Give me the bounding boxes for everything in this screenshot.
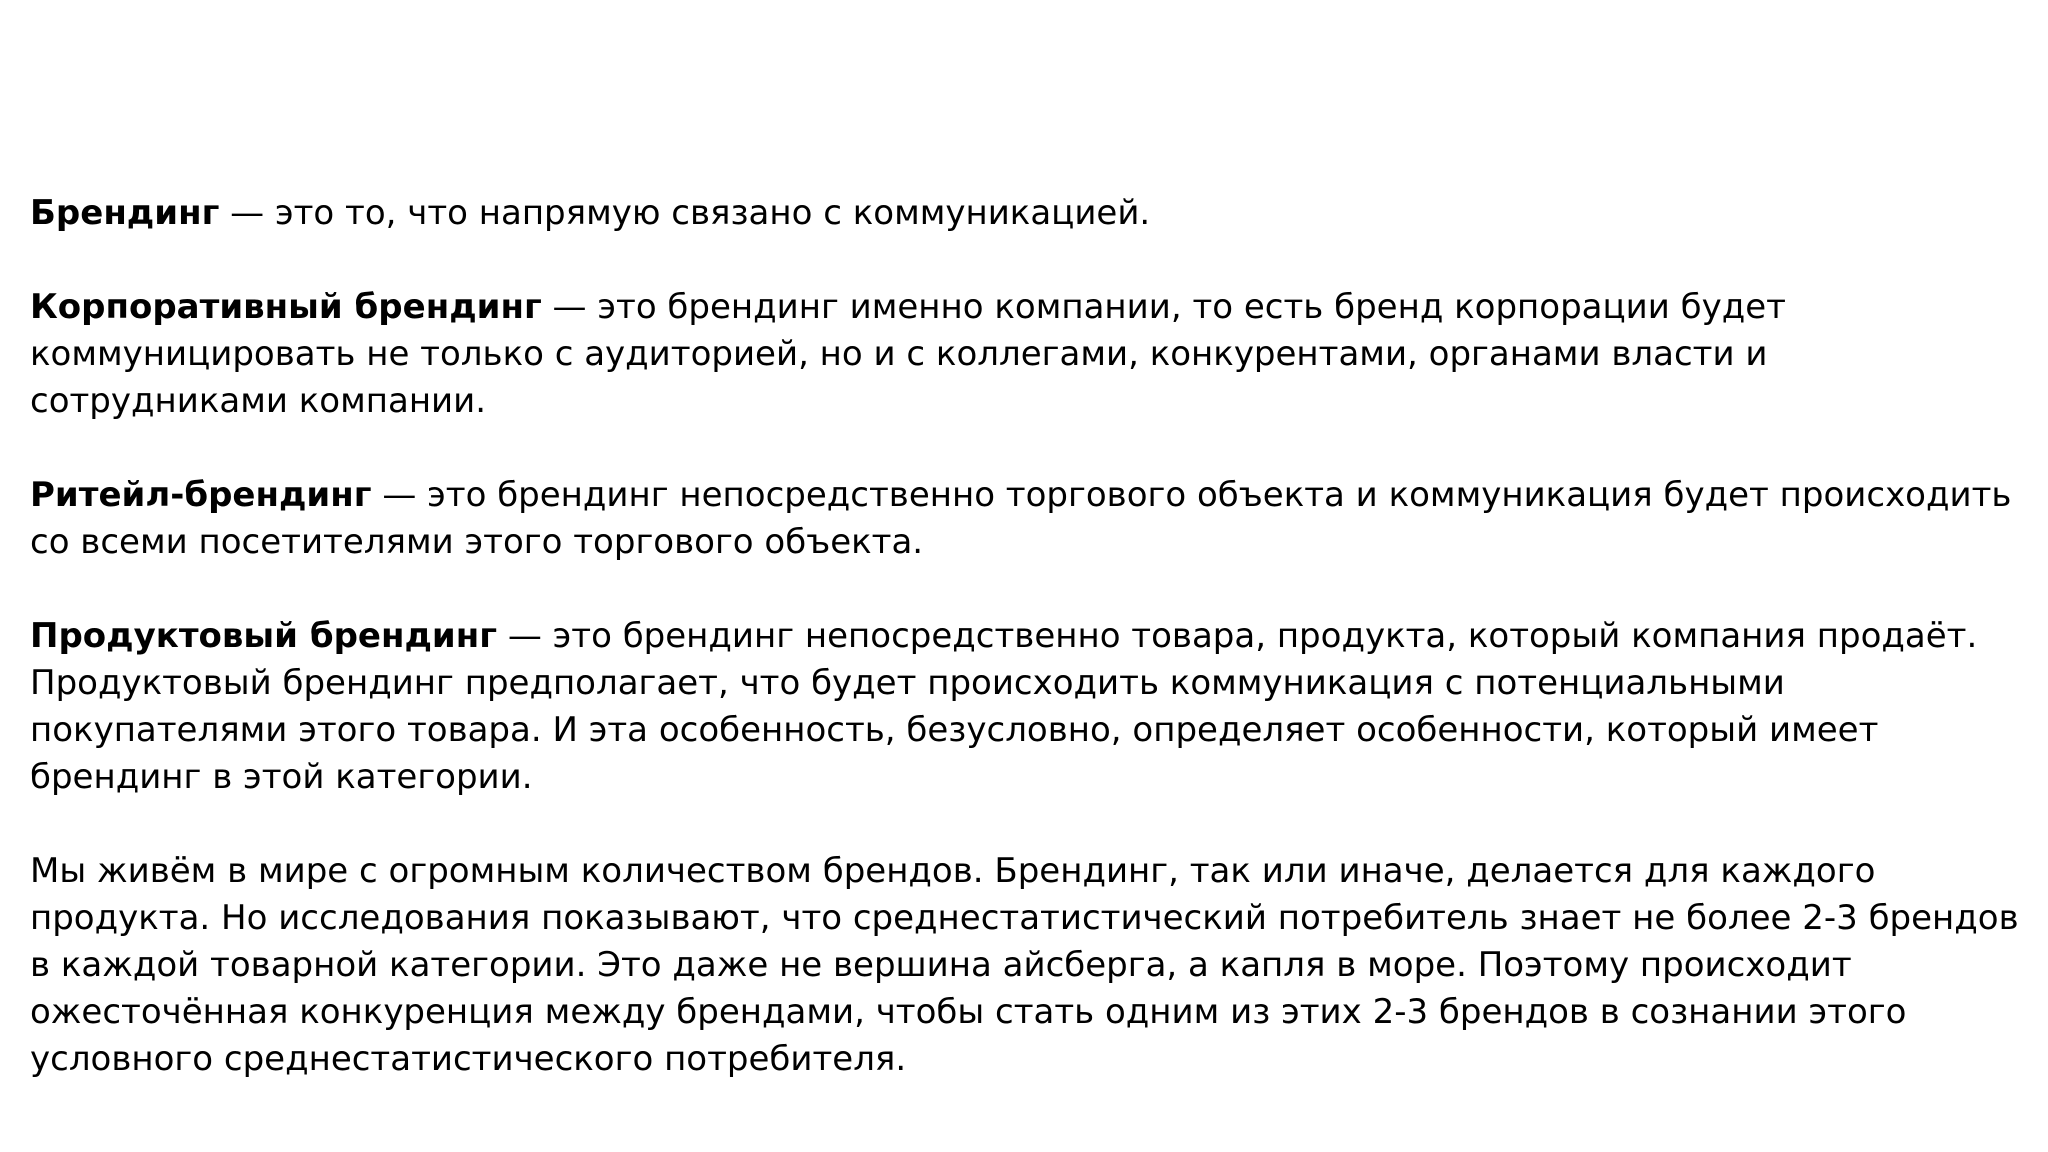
paragraph-conclusion bbox=[30, 848, 2030, 1083]
paragraph-corporate-branding bbox=[30, 284, 2030, 425]
conclusion-text: Мы живём в мире с огромным количеством брендов. Брендинг, так или иначе, делается для каждого продукта. Но исследования показывают, что среднестатистический потребитель знает не более 2-3 брендов в каждой товарной категории. Это даже не вершина айсберга, а капля в море. Поэтому происходит ожесточённая конкуренция между брендами, чтобы стать одним из этих 2-3 брендов в сознании этого условного среднестатистического потребителя. bbox=[30, 851, 2019, 1079]
paragraph-retail-branding bbox=[30, 472, 2030, 566]
definition-product-branding: — это брендинг непосредственно товара, продукта, который компания продаёт. Продуктовый брендинг предполагает, что будет происходить коммуникация с потенциальными покупателями этого товара. И эта особенность, безусловно, определяет особенности, который имеет брендинг в этой категории. bbox=[30, 616, 1978, 797]
term-branding: Брендинг bbox=[30, 193, 220, 233]
term-corporate-branding: Корпоративный брендинг bbox=[30, 287, 542, 327]
paragraph-branding bbox=[30, 190, 2030, 237]
definition-retail-branding: — это брендинг непосредственно торгового объекта и коммуникация будет происходить со всеми посетителями этого торгового объекта. bbox=[30, 475, 2012, 562]
text-body bbox=[30, 190, 2030, 1083]
term-retail-branding: Ритейл-брендинг bbox=[30, 475, 372, 515]
paragraph-product-branding bbox=[30, 613, 2030, 801]
term-product-branding: Продуктовый брендинг bbox=[30, 616, 498, 656]
definition-corporate-branding: — это брендинг именно компании, то есть бренд корпорации будет коммуницировать не только с аудиторией, но и с коллегами, конкурентами, органами власти и сотрудниками компании. bbox=[30, 287, 1786, 421]
definition-branding: — это то, что напрямую связано с коммуникацией. bbox=[219, 193, 1151, 233]
